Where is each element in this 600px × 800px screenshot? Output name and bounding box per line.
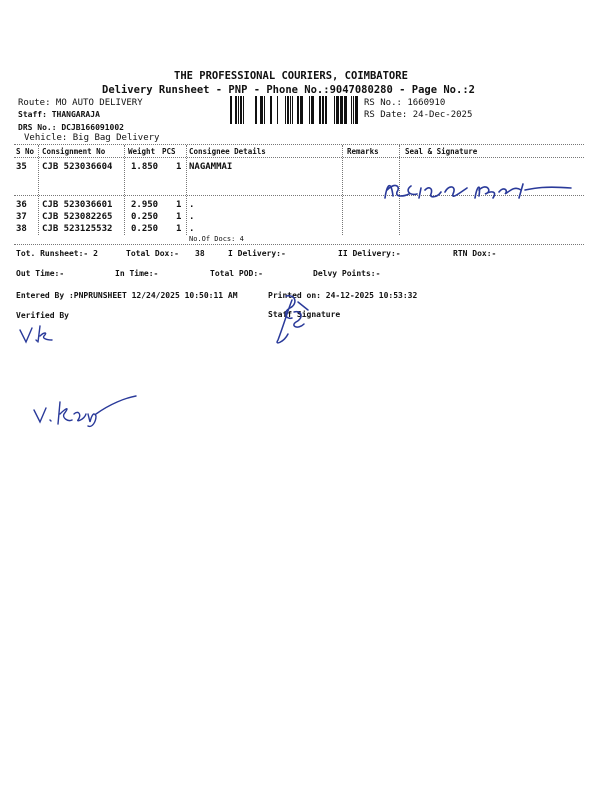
barcode-bar: [270, 96, 272, 124]
col-divider: [186, 145, 187, 235]
vehicle-label: Vehicle: Big Bag Delivery: [24, 133, 160, 143]
row-consignment-no: CJB 523036604: [42, 162, 113, 172]
table-bottom-rule: [14, 244, 584, 245]
col-weight-header: Weight: [128, 147, 156, 156]
out-time: Out Time:-: [16, 269, 65, 278]
row-weight: 0.250: [131, 212, 159, 222]
row-consignee: .: [189, 200, 195, 210]
barcode-bar: [344, 96, 347, 124]
barcode-bar: [255, 96, 257, 124]
col-sno-header: S No: [16, 147, 35, 156]
barcode-bar: [287, 96, 289, 124]
delvy-points: Delvy Points:-: [313, 269, 381, 278]
col-divider: [124, 145, 125, 235]
rs-no-label: RS No.: 1660910: [364, 98, 446, 108]
row-consignee: NAGAMMAI: [189, 162, 233, 172]
row-sno: 37: [16, 212, 27, 222]
col-pcs-header: PCS: [162, 147, 176, 156]
docs-count: No.Of Docs: 4: [189, 235, 244, 243]
barcode-bar: [240, 96, 242, 124]
barcode-bar: [322, 96, 324, 124]
rtn-dox: RTN Dox:-: [453, 249, 497, 258]
barcode-bar: [243, 96, 244, 124]
rs-date-label: RS Date: 24-Dec-2025: [364, 110, 473, 120]
row-pcs: 1: [176, 224, 182, 234]
in-time: In Time:-: [115, 269, 159, 278]
barcode-bar: [353, 96, 354, 124]
consignee-signature-image: [375, 172, 585, 212]
barcode-bar: [264, 96, 265, 124]
row-pcs: 1: [176, 212, 182, 222]
staff-signature-scribble-image: [268, 290, 318, 350]
barcode-bar: [325, 96, 327, 124]
row-consignment-no: CJB 523036601: [42, 200, 113, 210]
barcode-bar: [290, 96, 291, 124]
company-title: THE PROFESSIONAL COURIERS, COIMBATORE: [174, 70, 408, 82]
barcode-bar: [297, 96, 299, 124]
col-divider: [38, 145, 39, 235]
col-consignment-header: Consignment No: [42, 147, 106, 156]
total-dox-value: 38: [195, 249, 205, 258]
row-consignment-no: CJB 523125532: [42, 224, 113, 234]
col-remarks-header: Remarks: [347, 147, 379, 156]
barcode-bar: [309, 96, 310, 124]
drs-label: DRS No.: DCJB166091002: [18, 123, 124, 132]
barcode-bar: [230, 96, 232, 124]
barcode-bar: [277, 96, 278, 124]
barcode-bar: [311, 96, 314, 124]
col-consignee-header: Consignee Details: [189, 147, 266, 156]
row-weight: 1.850: [131, 162, 159, 172]
route-label: Route: MO AUTO DELIVERY: [18, 98, 143, 108]
barcode-bar: [336, 96, 339, 124]
total-dox-label: Total Dox:-: [126, 249, 179, 258]
entered-by: Entered By :PNPRUNSHEET 12/24/2025 10:50:11 AM: [16, 291, 238, 300]
verified-by: Verified By: [16, 311, 69, 320]
barcode-bar: [300, 96, 303, 124]
row-weight: 0.250: [131, 224, 159, 234]
row-sno: 36: [16, 200, 27, 210]
barcode-bar: [238, 96, 239, 124]
tot-runsheet: Tot. Runsheet:- 2: [16, 249, 98, 258]
row-consignee: .: [189, 224, 195, 234]
row-weight: 2.950: [131, 200, 159, 210]
verifier-initials-image: [16, 322, 66, 348]
runsheet-subtitle: Delivery Runsheet - PNP - Phone No.:9047080280 - Page No.:2: [102, 84, 475, 96]
staff-signature: Staff Signature: [268, 310, 341, 319]
printed-on: Printed on: 24-12-2025 10:53:32: [268, 291, 418, 300]
barcode-bar: [319, 96, 321, 124]
row-pcs: 1: [176, 200, 182, 210]
staff-label: Staff: THANGARAJA: [18, 110, 100, 119]
table-top-rule: [14, 144, 584, 145]
col-seal-header: Seal & Signature: [405, 147, 478, 156]
total-pod: Total POD:-: [210, 269, 263, 278]
ii-delivery: II Delivery:-: [338, 249, 401, 258]
col-divider: [342, 145, 343, 235]
barcode-bar: [355, 96, 358, 124]
barcode-bar: [351, 96, 352, 124]
row-sno: 35: [16, 162, 27, 172]
row-consignment-no: CJB 523082265: [42, 212, 113, 222]
barcode-bar: [334, 96, 335, 124]
table-header-rule: [14, 157, 584, 158]
barcode-bar: [285, 96, 286, 124]
row-pcs: 1: [176, 162, 182, 172]
barcode-bar: [260, 96, 263, 124]
verifier-signature-image: [30, 392, 140, 432]
row-sno: 38: [16, 224, 27, 234]
barcode-bar: [292, 96, 293, 124]
i-delivery: I Delivery:-: [228, 249, 286, 258]
barcode-bar: [340, 96, 343, 124]
barcode-image: [230, 96, 360, 124]
row-consignee: .: [189, 212, 195, 222]
barcode-bar: [235, 96, 237, 124]
